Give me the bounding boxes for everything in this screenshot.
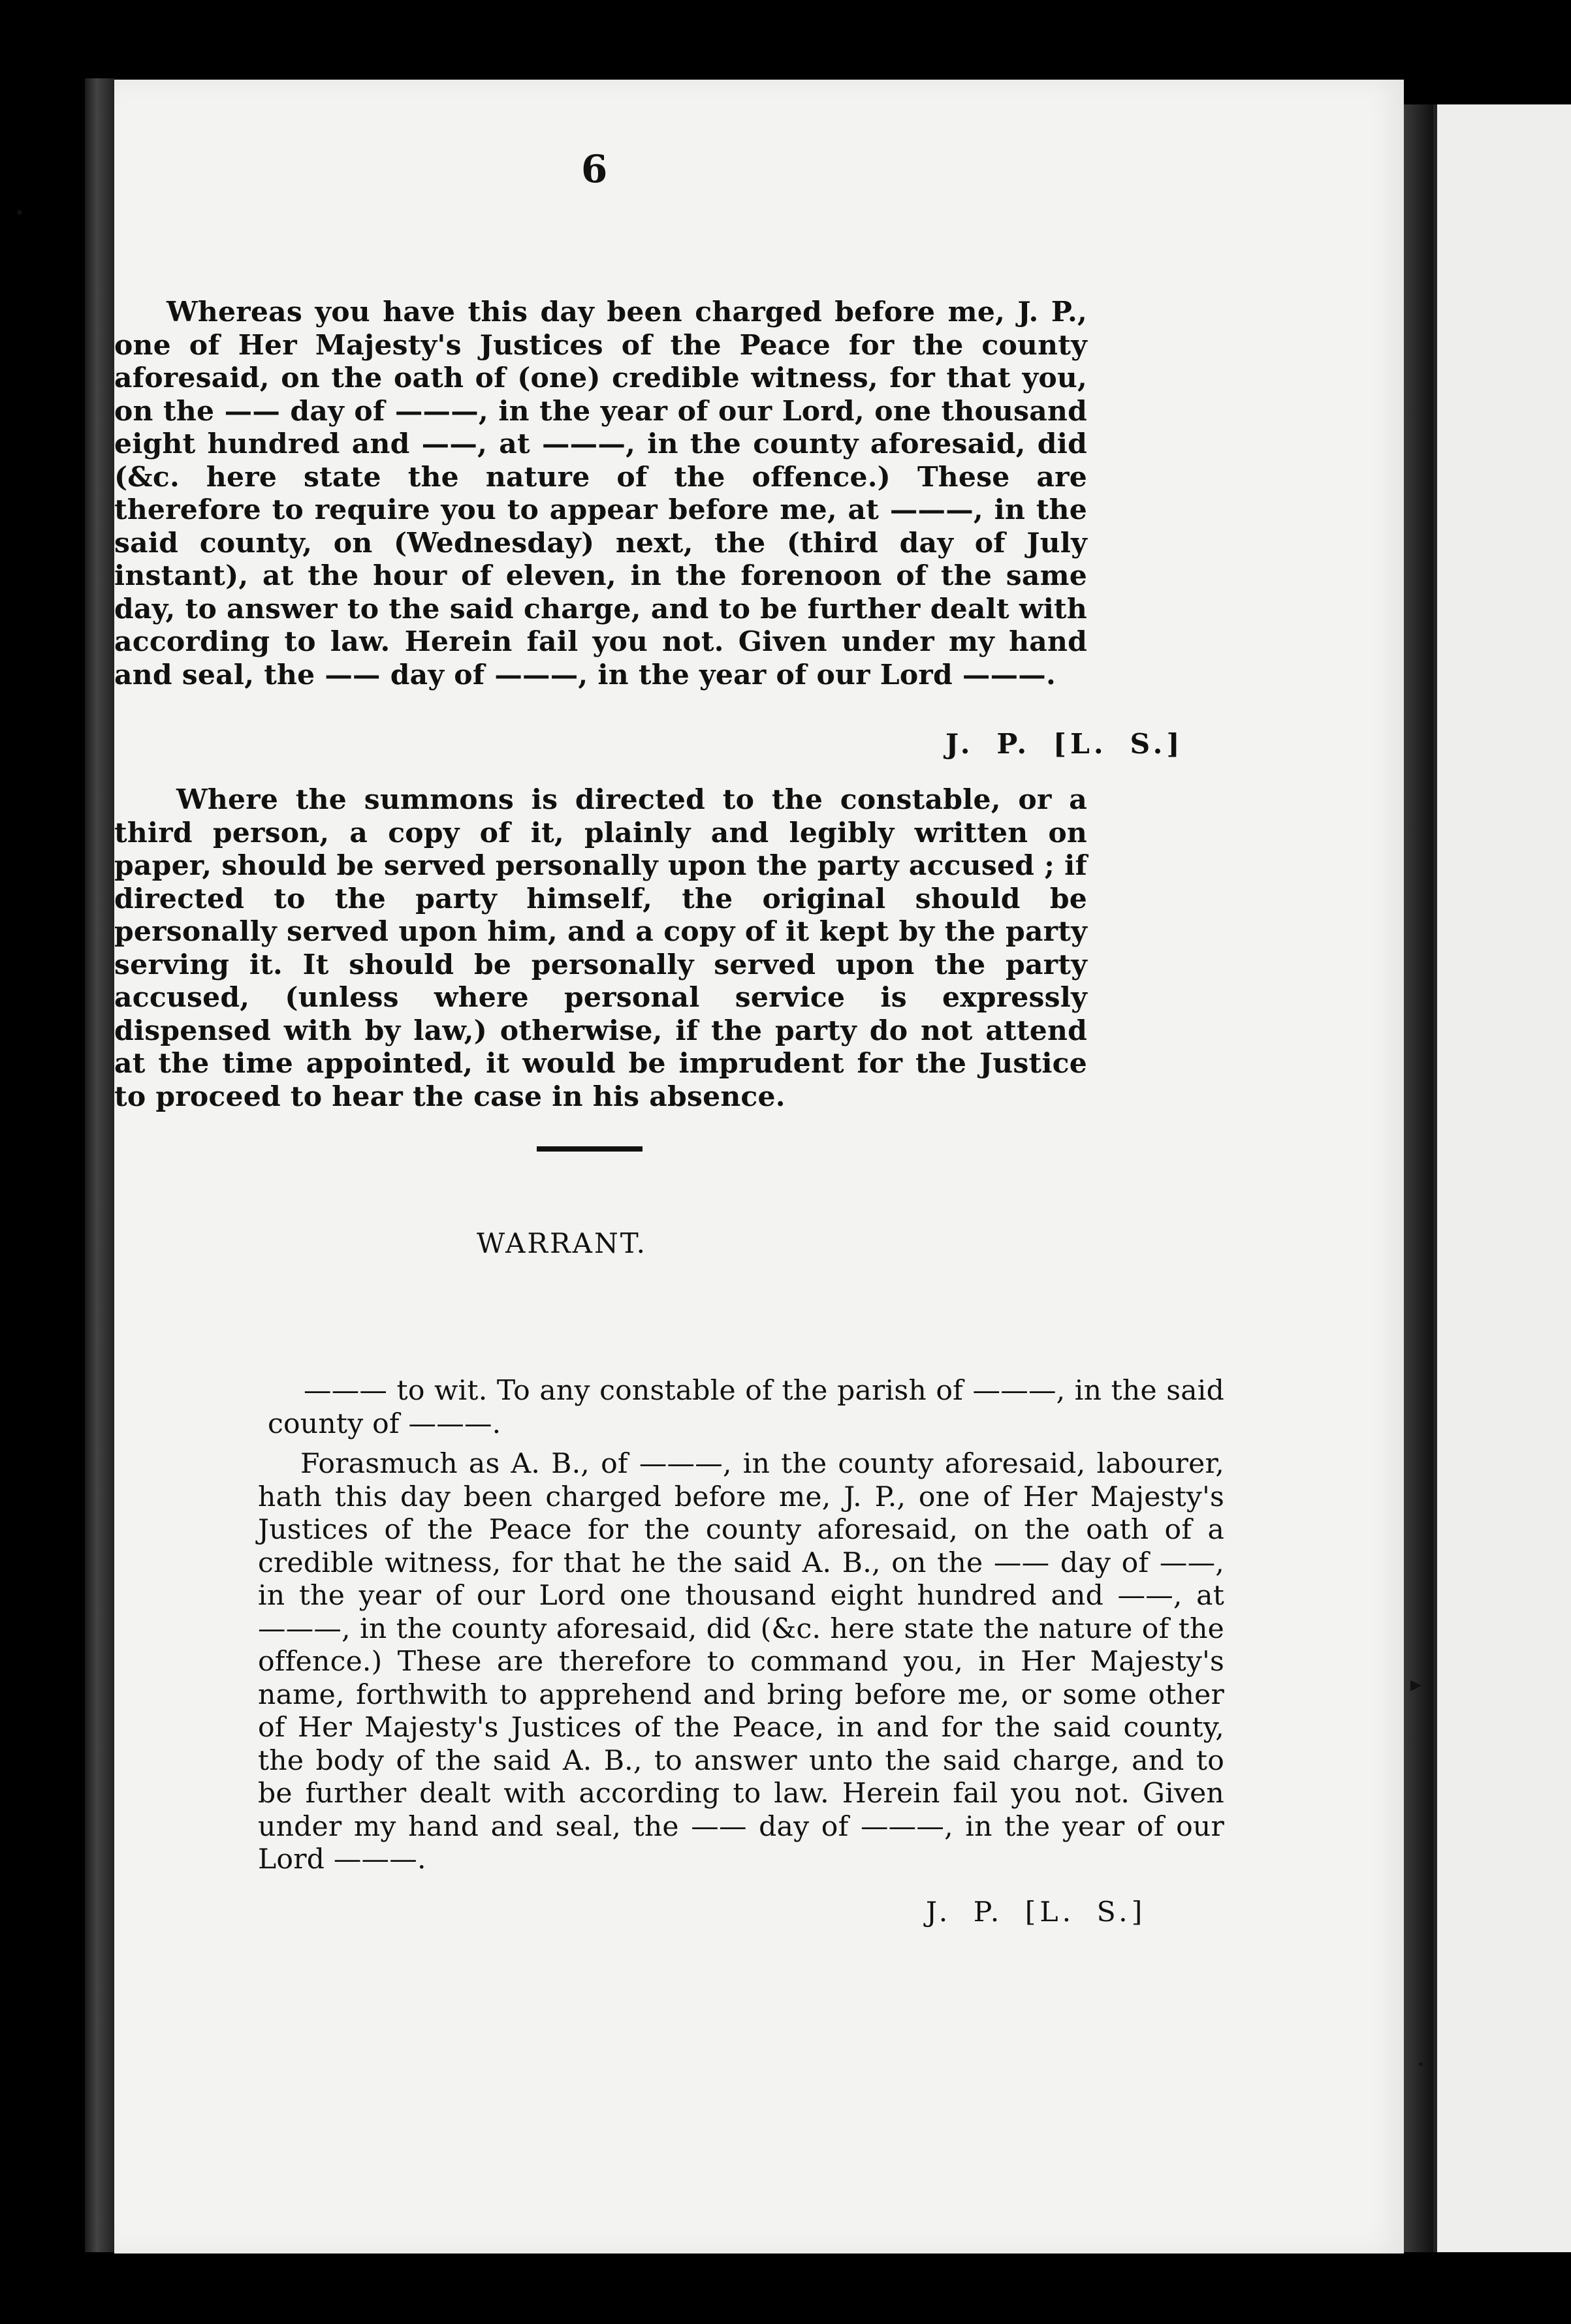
warrant-address: ——— to wit. To any constable of the parish of ———, in the said county of ———. bbox=[268, 1375, 1224, 1440]
summons-service-note: Where the summons is directed to the constable, or a third person, a copy of it, plainly and legibly written on paper, should be served personally upon the party accused ; if directed to the party himself, the original should be personally served upon him, and a copy of it kept by the party serving it. It should be personally served upon the party accused, (unless where personal service is expressly dispensed with by law,) otherwise, if the party do not attend at the time appointed, it would be imprudent for the Justice to proceed to hear the case in his absence. bbox=[114, 783, 1087, 1113]
summons-form-text: Whereas you have this day been charged before me, J. P., one of Her Majesty's Justices of the Peace for the county aforesaid, on the oath of (one) credible witness, for that you, on the —— day of ———, in the year of our Lord, one thousand eight hundred and ——, at ———, in the county aforesaid, did (&c. here state the nature of the offence.) These are therefore to require you to appear before me, at ———, in the said county, on (Wednesday) next, the (third day of July instant), at the hour of eleven, in the forenoon of the same day, to answer to the said charge, and to be further dealt with according to law. Herein fail you not. Given under my hand and seal, the —— day of ———, in the year of our Lord ———. bbox=[114, 296, 1087, 691]
warrant-signature: J. P. [L. S.] bbox=[926, 1896, 1147, 1928]
page-number: 6 bbox=[581, 147, 608, 191]
warrant-form-text: Forasmuch as A. B., of ———, in the county aforesaid, labourer, hath this day been charged before me, J. P., one of Her Majesty's Justices of the Peace for the county aforesaid, on the oath of a credible witness, for that he the said A. B., on the —— day of ——, in the year of our Lord one thousand eight hundred and ——, at ———, in the county aforesaid, did (&c. here state the nature of the offence.) These are therefore to command you, in Her Majesty's name, forthwith to apprehend and bring before me, or some other of Her Majesty's Justices of the Peace, in and for the said county, the body of the said A. B., to answer unto the said charge, and to be further dealt with according to law. Herein fail you not. Given under my hand and seal, the —— day of ———, in the year of our Lord ———. bbox=[258, 1448, 1224, 1876]
page-gutter-shadow bbox=[1404, 104, 1433, 2252]
adjacent-page-edge bbox=[1433, 104, 1571, 2252]
margin-speck: • bbox=[14, 204, 25, 223]
margin-speck: • bbox=[1417, 2056, 1425, 2072]
summons-signature: J. P. [L. S.] bbox=[945, 728, 1184, 761]
warrant-heading: WARRANT. bbox=[477, 1227, 647, 1259]
book-binding-edge bbox=[85, 78, 114, 2252]
margin-arrow-icon: ▸ bbox=[1410, 1671, 1422, 1697]
section-divider bbox=[537, 1146, 643, 1152]
